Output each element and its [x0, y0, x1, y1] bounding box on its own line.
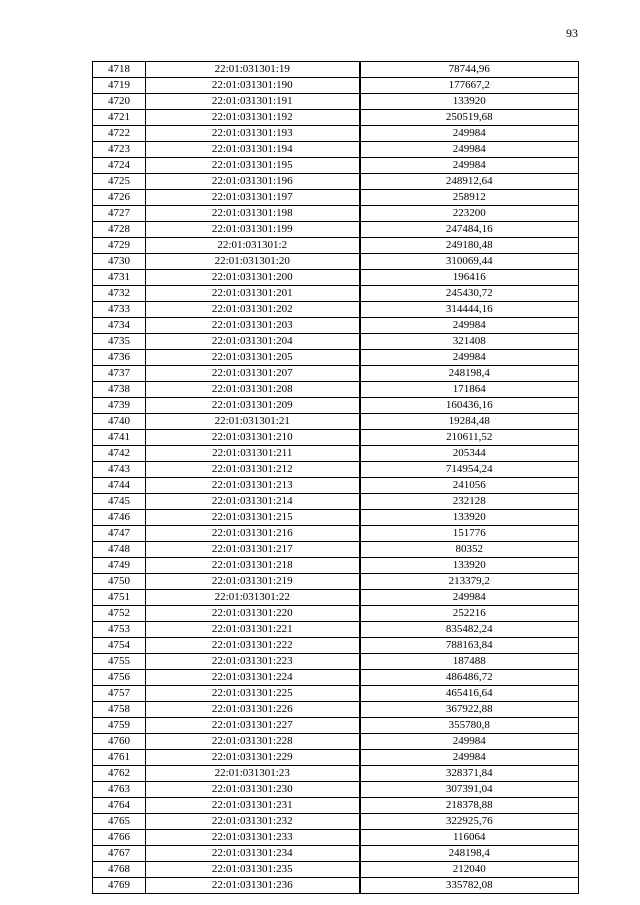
cadastral-number-cell: 22:01:031301:196 — [146, 174, 360, 190]
cadastral-value-cell: 116064 — [360, 830, 579, 846]
cadastral-number-cell: 22:01:031301:234 — [146, 846, 360, 862]
cadastral-number-cell: 22:01:031301:233 — [146, 830, 360, 846]
cadastral-value-cell: 486486,72 — [360, 670, 579, 686]
cadastral-value-cell: 307391,04 — [360, 782, 579, 798]
cadastral-value-cell: 714954,24 — [360, 462, 579, 478]
table-row — [93, 702, 579, 718]
row-number-cell: 4737 — [93, 366, 146, 382]
cadastral-number-cell: 22:01:031301:23 — [146, 766, 360, 782]
row-number-cell: 4756 — [93, 670, 146, 686]
row-number-cell: 4751 — [93, 590, 146, 606]
cadastral-number-cell: 22:01:031301:213 — [146, 478, 360, 494]
cadastral-number-cell: 22:01:031301:190 — [146, 78, 360, 94]
cadastral-value-cell: 249984 — [360, 750, 579, 766]
cadastral-number-cell: 22:01:031301:22 — [146, 590, 360, 606]
row-number-cell: 4740 — [93, 414, 146, 430]
table-row — [93, 206, 579, 222]
cadastral-number-cell: 22:01:031301:208 — [146, 382, 360, 398]
cadastral-value-cell: 335782,08 — [360, 878, 579, 894]
cadastral-value-cell: 205344 — [360, 446, 579, 462]
cadastral-value-cell: 314444,16 — [360, 302, 579, 318]
cadastral-number-cell: 22:01:031301:195 — [146, 158, 360, 174]
row-number-cell: 4722 — [93, 126, 146, 142]
cadastral-number-cell: 22:01:031301:21 — [146, 414, 360, 430]
row-number-cell: 4724 — [93, 158, 146, 174]
cadastral-value-cell: 151776 — [360, 526, 579, 542]
cadastral-number-cell: 22:01:031301:205 — [146, 350, 360, 366]
cadastral-value-cell: 218378,88 — [360, 798, 579, 814]
cadastral-value-cell: 133920 — [360, 558, 579, 574]
row-number-cell: 4727 — [93, 206, 146, 222]
row-number-cell: 4728 — [93, 222, 146, 238]
row-number-cell: 4745 — [93, 494, 146, 510]
table-row — [93, 222, 579, 238]
table-row — [93, 462, 579, 478]
table-row — [93, 318, 579, 334]
row-number-cell: 4750 — [93, 574, 146, 590]
cadastral-value-cell: 788163,84 — [360, 638, 579, 654]
row-number-cell: 4723 — [93, 142, 146, 158]
row-number-cell: 4763 — [93, 782, 146, 798]
cadastral-value-cell: 355780,8 — [360, 718, 579, 734]
table-row — [93, 190, 579, 206]
cadastral-value-cell: 835482,24 — [360, 622, 579, 638]
table-row — [93, 398, 579, 414]
row-number-cell: 4762 — [93, 766, 146, 782]
cadastral-number-cell: 22:01:031301:191 — [146, 94, 360, 110]
cadastral-value-cell: 160436,16 — [360, 398, 579, 414]
cadastral-value-cell: 80352 — [360, 542, 579, 558]
table-row — [93, 798, 579, 814]
cadastral-value-table — [92, 61, 579, 894]
cadastral-number-cell: 22:01:031301:210 — [146, 430, 360, 446]
row-number-cell: 4741 — [93, 430, 146, 446]
cadastral-number-cell: 22:01:031301:211 — [146, 446, 360, 462]
table-row — [93, 750, 579, 766]
cadastral-value-cell: 367922,88 — [360, 702, 579, 718]
cadastral-value-cell: 78744,96 — [360, 62, 579, 78]
cadastral-number-cell: 22:01:031301:201 — [146, 286, 360, 302]
table-row — [93, 94, 579, 110]
table-row — [93, 862, 579, 878]
row-number-cell: 4735 — [93, 334, 146, 350]
table-row — [93, 430, 579, 446]
cadastral-number-cell: 22:01:031301:220 — [146, 606, 360, 622]
row-number-cell: 4753 — [93, 622, 146, 638]
cadastral-number-cell: 22:01:031301:226 — [146, 702, 360, 718]
table-row — [93, 174, 579, 190]
row-number-cell: 4767 — [93, 846, 146, 862]
cadastral-number-cell: 22:01:031301:224 — [146, 670, 360, 686]
row-number-cell: 4768 — [93, 862, 146, 878]
cadastral-number-cell: 22:01:031301:197 — [146, 190, 360, 206]
table-row — [93, 478, 579, 494]
cadastral-number-cell: 22:01:031301:217 — [146, 542, 360, 558]
row-number-cell: 4733 — [93, 302, 146, 318]
row-number-cell: 4732 — [93, 286, 146, 302]
cadastral-value-cell: 249984 — [360, 318, 579, 334]
cadastral-number-cell: 22:01:031301:194 — [146, 142, 360, 158]
cadastral-value-cell: 249984 — [360, 734, 579, 750]
cadastral-number-cell: 22:01:031301:204 — [146, 334, 360, 350]
table-row — [93, 686, 579, 702]
cadastral-number-cell: 22:01:031301:228 — [146, 734, 360, 750]
table-row — [93, 382, 579, 398]
table-row — [93, 718, 579, 734]
table-row — [93, 254, 579, 270]
row-number-cell: 4739 — [93, 398, 146, 414]
row-number-cell: 4755 — [93, 654, 146, 670]
cadastral-value-cell: 249984 — [360, 158, 579, 174]
cadastral-number-cell: 22:01:031301:216 — [146, 526, 360, 542]
cadastral-value-cell: 322925,76 — [360, 814, 579, 830]
cadastral-number-cell: 22:01:031301:231 — [146, 798, 360, 814]
cadastral-value-cell: 232128 — [360, 494, 579, 510]
cadastral-value-cell: 248912,64 — [360, 174, 579, 190]
table-row — [93, 638, 579, 654]
cadastral-value-cell: 250519,68 — [360, 110, 579, 126]
table-body — [93, 62, 579, 894]
cadastral-value-cell: 248198,4 — [360, 846, 579, 862]
table-row — [93, 830, 579, 846]
row-number-cell: 4758 — [93, 702, 146, 718]
cadastral-number-cell: 22:01:031301:20 — [146, 254, 360, 270]
cadastral-value-cell: 171864 — [360, 382, 579, 398]
table-row — [93, 494, 579, 510]
table-row — [93, 846, 579, 862]
cadastral-value-cell: 258912 — [360, 190, 579, 206]
cadastral-number-cell: 22:01:031301:192 — [146, 110, 360, 126]
cadastral-number-cell: 22:01:031301:202 — [146, 302, 360, 318]
cadastral-number-cell: 22:01:031301:222 — [146, 638, 360, 654]
row-number-cell: 4731 — [93, 270, 146, 286]
cadastral-number-cell: 22:01:031301:225 — [146, 686, 360, 702]
table-row — [93, 142, 579, 158]
row-number-cell: 4754 — [93, 638, 146, 654]
row-number-cell: 4747 — [93, 526, 146, 542]
cadastral-number-cell: 22:01:031301:229 — [146, 750, 360, 766]
cadastral-number-cell: 22:01:031301:221 — [146, 622, 360, 638]
table-row — [93, 334, 579, 350]
table-row — [93, 158, 579, 174]
table-row — [93, 126, 579, 142]
row-number-cell: 4736 — [93, 350, 146, 366]
cadastral-number-cell: 22:01:031301:199 — [146, 222, 360, 238]
cadastral-value-cell: 133920 — [360, 94, 579, 110]
table-row — [93, 62, 579, 78]
table-row — [93, 270, 579, 286]
cadastral-value-cell: 249180,48 — [360, 238, 579, 254]
row-number-cell: 4720 — [93, 94, 146, 110]
row-number-cell: 4764 — [93, 798, 146, 814]
row-number-cell: 4746 — [93, 510, 146, 526]
table-row — [93, 670, 579, 686]
cadastral-value-cell: 249984 — [360, 590, 579, 606]
table-row — [93, 366, 579, 382]
table-row — [93, 110, 579, 126]
row-number-cell: 4759 — [93, 718, 146, 734]
cadastral-number-cell: 22:01:031301:230 — [146, 782, 360, 798]
cadastral-number-cell: 22:01:031301:212 — [146, 462, 360, 478]
row-number-cell: 4738 — [93, 382, 146, 398]
row-number-cell: 4766 — [93, 830, 146, 846]
row-number-cell: 4742 — [93, 446, 146, 462]
cadastral-number-cell: 22:01:031301:219 — [146, 574, 360, 590]
table-row — [93, 238, 579, 254]
cadastral-value-cell: 328371,84 — [360, 766, 579, 782]
cadastral-value-cell: 248198,4 — [360, 366, 579, 382]
cadastral-number-cell: 22:01:031301:193 — [146, 126, 360, 142]
table-row — [93, 558, 579, 574]
cadastral-value-cell: 245430,72 — [360, 286, 579, 302]
table-row — [93, 734, 579, 750]
cadastral-value-cell: 187488 — [360, 654, 579, 670]
cadastral-number-cell: 22:01:031301:215 — [146, 510, 360, 526]
cadastral-value-cell: 247484,16 — [360, 222, 579, 238]
cadastral-number-cell: 22:01:031301:203 — [146, 318, 360, 334]
cadastral-value-cell: 249984 — [360, 350, 579, 366]
cadastral-value-cell: 241056 — [360, 478, 579, 494]
cadastral-value-cell: 213379,2 — [360, 574, 579, 590]
table-row — [93, 78, 579, 94]
cadastral-number-cell: 22:01:031301:19 — [146, 62, 360, 78]
row-number-cell: 4752 — [93, 606, 146, 622]
cadastral-number-cell: 22:01:031301:223 — [146, 654, 360, 670]
table-row — [93, 590, 579, 606]
table-row — [93, 414, 579, 430]
cadastral-value-cell: 223200 — [360, 206, 579, 222]
table-row — [93, 350, 579, 366]
cadastral-number-cell: 22:01:031301:2 — [146, 238, 360, 254]
row-number-cell: 4726 — [93, 190, 146, 206]
row-number-cell: 4761 — [93, 750, 146, 766]
row-number-cell: 4757 — [93, 686, 146, 702]
row-number-cell: 4743 — [93, 462, 146, 478]
table-row — [93, 878, 579, 894]
row-number-cell: 4729 — [93, 238, 146, 254]
row-number-cell: 4719 — [93, 78, 146, 94]
cadastral-number-cell: 22:01:031301:218 — [146, 558, 360, 574]
table-row — [93, 302, 579, 318]
table-row — [93, 606, 579, 622]
table-row — [93, 782, 579, 798]
cadastral-value-cell: 252216 — [360, 606, 579, 622]
row-number-cell: 4760 — [93, 734, 146, 750]
row-number-cell: 4748 — [93, 542, 146, 558]
row-number-cell: 4718 — [93, 62, 146, 78]
row-number-cell: 4721 — [93, 110, 146, 126]
table-row — [93, 574, 579, 590]
cadastral-number-cell: 22:01:031301:227 — [146, 718, 360, 734]
cadastral-number-cell: 22:01:031301:235 — [146, 862, 360, 878]
row-number-cell: 4769 — [93, 878, 146, 894]
cadastral-number-cell: 22:01:031301:209 — [146, 398, 360, 414]
table-row — [93, 446, 579, 462]
row-number-cell: 4749 — [93, 558, 146, 574]
cadastral-value-cell: 249984 — [360, 126, 579, 142]
table-row — [93, 814, 579, 830]
cadastral-value-cell: 19284,48 — [360, 414, 579, 430]
cadastral-value-cell: 212040 — [360, 862, 579, 878]
row-number-cell: 4725 — [93, 174, 146, 190]
row-number-cell: 4744 — [93, 478, 146, 494]
table-row — [93, 766, 579, 782]
cadastral-value-cell: 210611,52 — [360, 430, 579, 446]
cadastral-value-cell: 465416,64 — [360, 686, 579, 702]
page-number: 93 — [566, 26, 578, 40]
table-row — [93, 654, 579, 670]
row-number-cell: 4765 — [93, 814, 146, 830]
cadastral-number-cell: 22:01:031301:236 — [146, 878, 360, 894]
table-row — [93, 542, 579, 558]
cadastral-value-cell: 321408 — [360, 334, 579, 350]
table-row — [93, 510, 579, 526]
cadastral-value-cell: 196416 — [360, 270, 579, 286]
cadastral-value-cell: 177667,2 — [360, 78, 579, 94]
cadastral-number-cell: 22:01:031301:232 — [146, 814, 360, 830]
cadastral-number-cell: 22:01:031301:198 — [146, 206, 360, 222]
table-row — [93, 526, 579, 542]
row-number-cell: 4730 — [93, 254, 146, 270]
cadastral-value-cell: 249984 — [360, 142, 579, 158]
row-number-cell: 4734 — [93, 318, 146, 334]
cadastral-value-cell: 133920 — [360, 510, 579, 526]
cadastral-number-cell: 22:01:031301:214 — [146, 494, 360, 510]
table-row — [93, 622, 579, 638]
cadastral-number-cell: 22:01:031301:200 — [146, 270, 360, 286]
cadastral-number-cell: 22:01:031301:207 — [146, 366, 360, 382]
table-row — [93, 286, 579, 302]
cadastral-value-cell: 310069,44 — [360, 254, 579, 270]
